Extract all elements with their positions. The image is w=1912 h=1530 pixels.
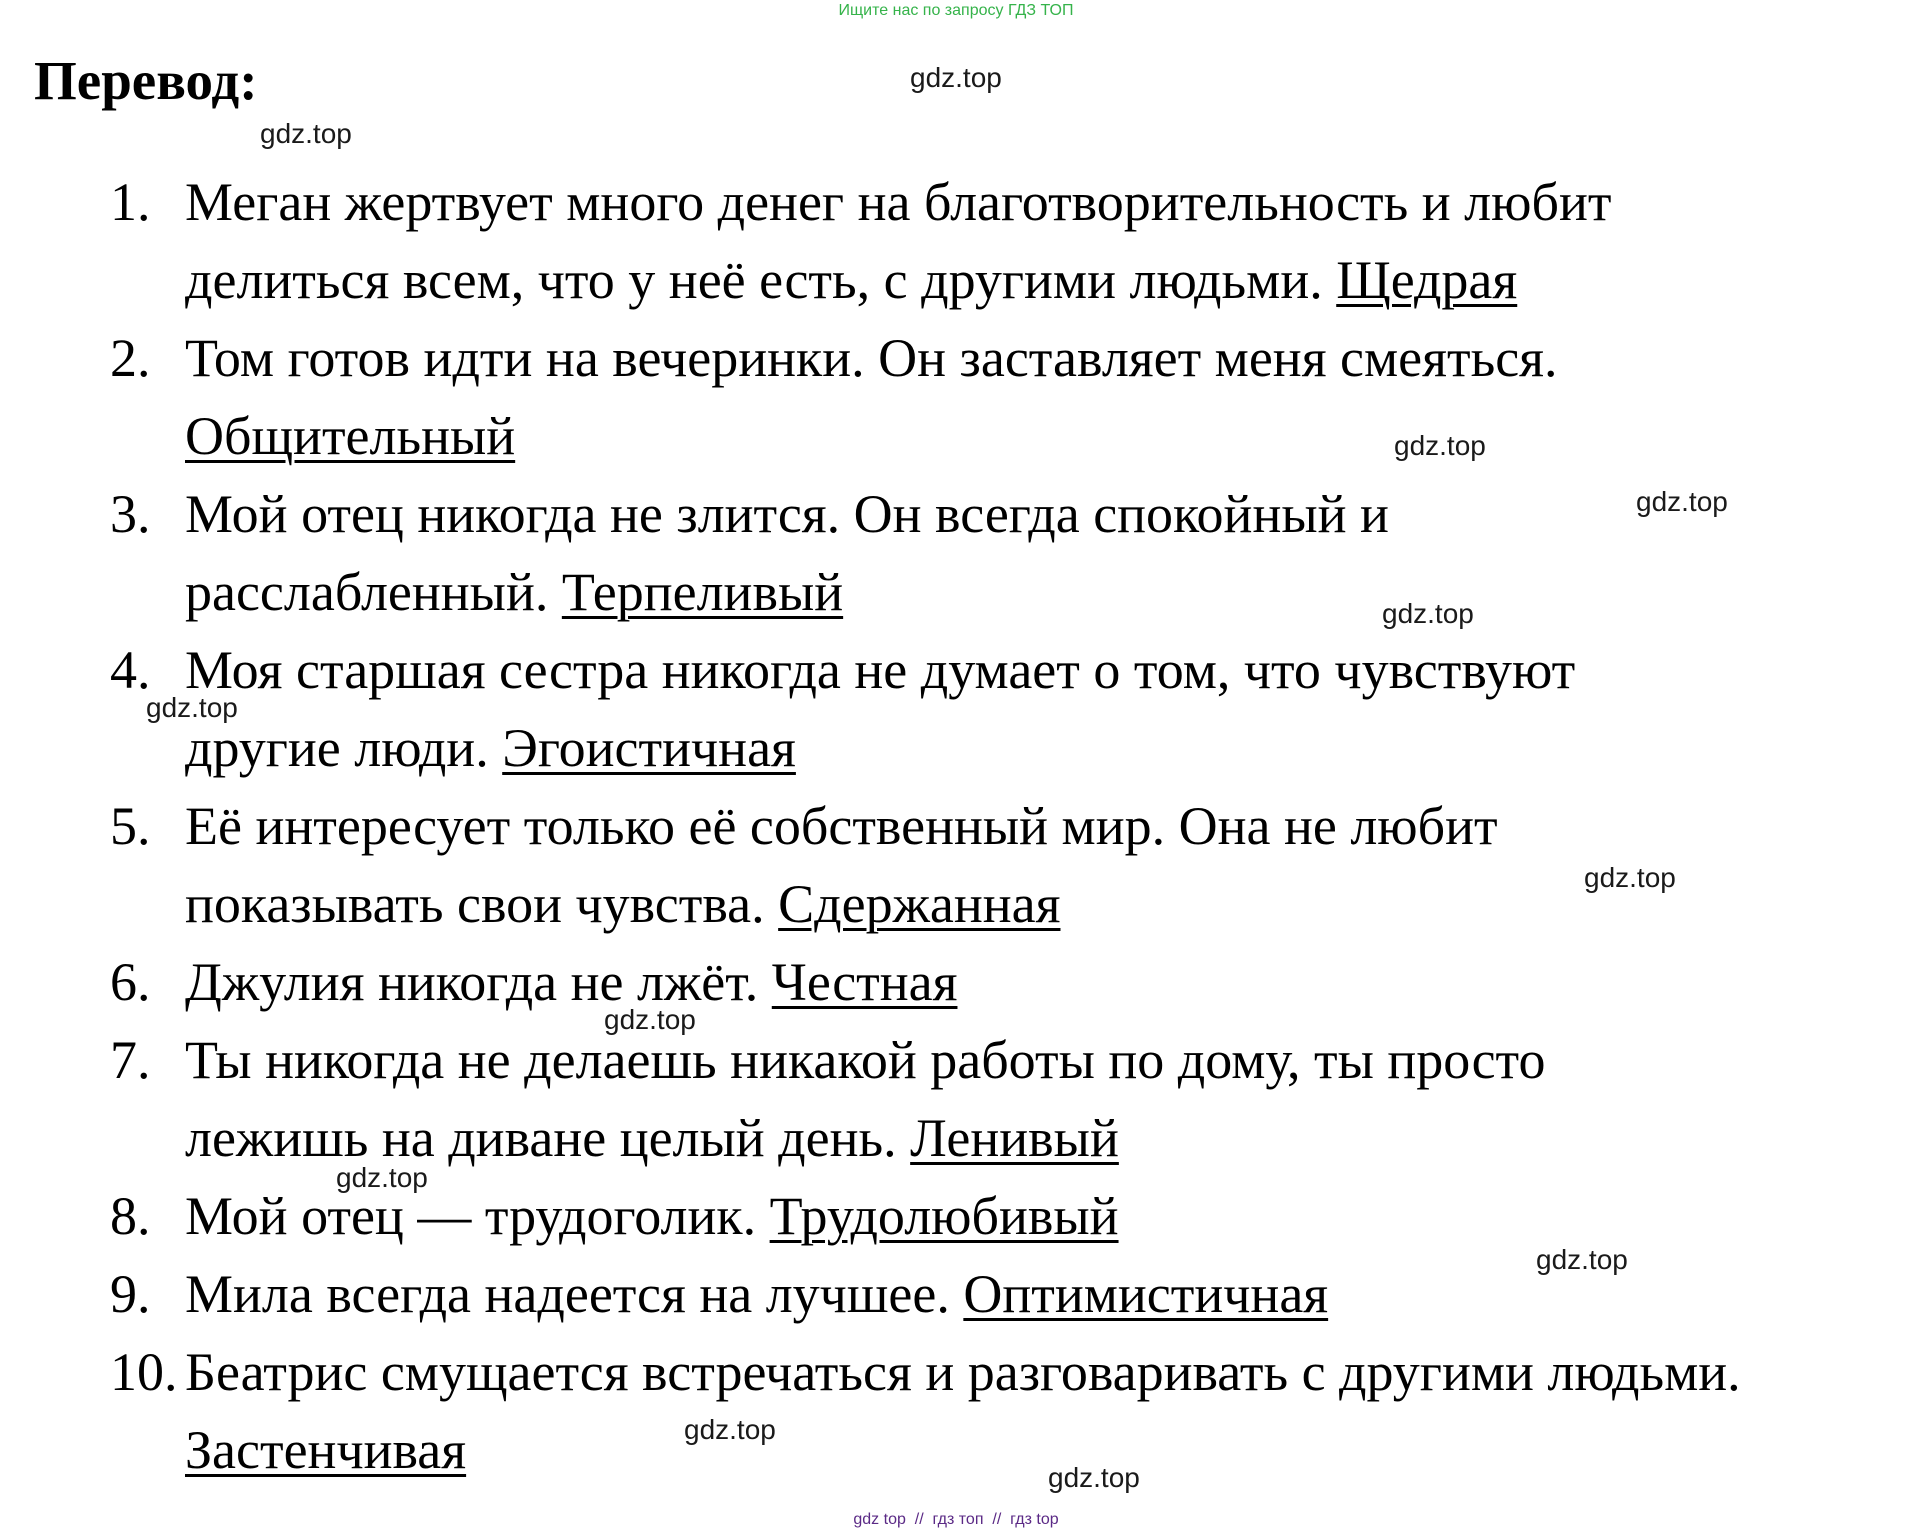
item-text-continued [185,874,1060,934]
item-text: Ты никогда не делаешь никакой работы по дому, ты просто [185,1030,1546,1090]
footer-text: gdz top // гдз топ // гдз top [853,1511,1059,1528]
item-text: Джулия никогда не лжёт. [185,952,759,1012]
item-answer: Общительный [185,406,516,466]
item-answer: Оптимистичная [963,1264,1329,1324]
watermark: gdz.top [1382,598,1474,629]
watermark: gdz.top [1048,1462,1140,1493]
item-text: лежишь на диване целый день. [185,1108,897,1168]
watermark: gdz.top [684,1414,776,1445]
item-answer: Ленивый [910,1108,1119,1168]
item-text-continued [185,1108,1119,1168]
item-text: Том готов идти на вечеринки. Он заставляет меня смеяться. [185,328,1558,388]
item-text-continued [185,1264,1328,1324]
top-banner-text: Ищите нас по запросу ГДЗ ТОП [838,2,1074,19]
item-answer: Сдержанная [778,874,1061,934]
item-text: Мой отец никогда не злится. Он всегда спокойный и [185,484,1389,544]
item-text-continued [185,562,843,622]
item-text-continued [185,406,515,466]
footer-links [0,1510,1912,1530]
watermark: gdz.top [260,118,352,149]
watermark: gdz.top [1636,486,1728,517]
watermark: gdz.top [1584,862,1676,893]
item-text: Беатрис смущается встречаться и разговаривать с другими людьми. [185,1342,1741,1402]
watermark: gdz.top [910,62,1002,93]
item-number: 4. [110,640,151,700]
item-number: 6. [110,952,151,1012]
item-answer: Честная [771,952,958,1012]
watermark: gdz.top [146,692,238,723]
item-number: 2. [110,328,151,388]
item-number: 9. [110,1264,151,1324]
item-text-continued [185,952,957,1012]
item-text: Мила всегда надеется на лучшее. [185,1264,950,1324]
item-text: Меган жертвует много денег на благотворительность и любит [185,172,1612,232]
item-text: Моя старшая сестра никогда не думает о том, что чувствуют [185,640,1576,700]
item-text: другие люди. [185,718,489,778]
watermark: gdz.top [1536,1244,1628,1275]
item-text-continued [185,1186,1119,1246]
item-number: 5. [110,796,151,856]
item-text: Её интересует только её собственный мир. Она не любит [185,796,1498,856]
item-number: 3. [110,484,151,544]
item-answer: Эгоистичная [502,718,796,778]
item-answer: Терпеливый [561,562,844,622]
item-text-continued [185,250,1517,310]
watermark: gdz.top [604,1004,696,1035]
watermark: gdz.top [1394,430,1486,461]
item-number: 1. [110,172,151,232]
item-text-continued [185,718,796,778]
item-number: 7. [110,1030,151,1090]
item-text: Мой отец — трудоголик. [185,1186,757,1246]
item-answer: Застенчивая [185,1420,467,1480]
page-heading: Перевод: [34,50,258,111]
item-answer: Трудолюбивый [769,1186,1119,1246]
item-text-continued [185,1420,466,1480]
item-text: показывать свои чувства. [185,874,765,934]
item-number: 8. [110,1186,151,1246]
item-text: расслабленный. [185,562,549,622]
watermark: gdz.top [336,1162,428,1193]
item-number: 10. [110,1342,178,1402]
item-text: делиться всем, что у неё есть, с другими людьми. [185,250,1323,310]
item-answer: Щедрая [1336,250,1518,310]
